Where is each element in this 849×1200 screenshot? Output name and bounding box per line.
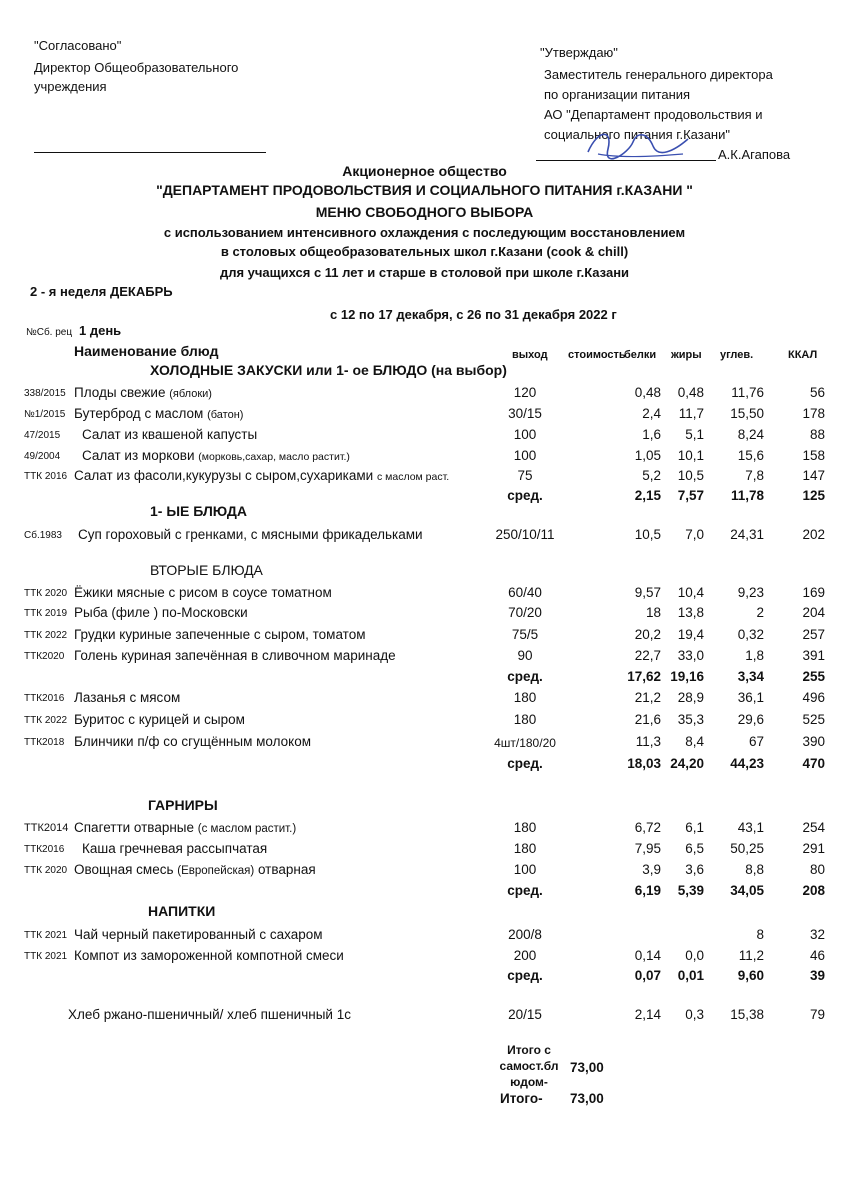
- date-range: с 12 по 17 декабря, с 26 по 31 декабря 2022 г: [330, 307, 617, 322]
- table-row: ТТК 2021 Компот из замороженной компотной смеси 200 0,14 0,0 11,2 46: [24, 948, 825, 963]
- subtitle-3: для учащихся с 11 лет и старше в столовой при школе г.Казани: [219, 265, 630, 280]
- approve-line3: АО "Департамент продовольствия и: [544, 107, 763, 122]
- col-protein: белки: [624, 349, 657, 361]
- total-value-1: 73,00: [570, 1060, 604, 1075]
- agreed-line2: учреждения: [34, 79, 107, 94]
- subtitle-2: в столовых общеобразовательных школ г.Казани (cook & chill): [220, 244, 629, 259]
- org-type: Акционерное общество: [342, 163, 507, 179]
- menu-title: МЕНЮ СВОБОДНОГО ВЫБОРА: [315, 204, 534, 220]
- section-drinks: НАПИТКИ: [148, 903, 216, 919]
- agreed-label: "Согласовано": [34, 38, 122, 53]
- table-row: ТТК 2020 Ёжики мясные с рисом в соусе томатном 60/40 9,57 10,4 9,23 169: [24, 585, 825, 600]
- col-name: Наименование блюд: [74, 343, 219, 359]
- table-row: №1/2015 Бутерброд с маслом (батон) 30/15 2,4 11,7 15,50 178: [24, 406, 825, 421]
- table-row: ТТК 2022 Грудки куриные запеченные с сыром, томатом 75/5 20,2 19,4 0,32 257: [24, 627, 825, 642]
- table-row: ТТК2016 Лазанья с мясом 180 21,2 28,9 36,1 496: [24, 690, 825, 705]
- table-row: ТТК2014 Спагетти отварные (с маслом растит.) 180 6,72 6,1 43,1 254: [24, 820, 825, 835]
- col-carbs: углев.: [720, 349, 754, 361]
- total-label-1b: самост.бл: [499, 1059, 559, 1073]
- section-second: ВТОРЫЕ БЛЮДА: [150, 562, 263, 578]
- subtitle-1: с использованием интенсивного охлаждения с последующим восстановлением: [163, 225, 686, 240]
- table-row: ТТК 2022 Буритос с курицей и сыром 180 21,6 35,3 29,6 525: [24, 712, 825, 727]
- day-label: 1 день: [79, 323, 122, 338]
- approve-signer: А.К.Агапова: [718, 147, 791, 162]
- section-garnish: ГАРНИРЫ: [148, 797, 218, 813]
- table-row: ТТК 2019 Рыба (филе ) по-Московски 70/20 18 13,8 2 204: [24, 605, 825, 620]
- col-cost: стоимость: [568, 349, 626, 361]
- average-row: сред. 6,19 5,39 34,05 208: [507, 883, 825, 898]
- table-row: ТТК2016 Каша гречневая рассыпчатая 180 7,95 6,5 50,25 291: [24, 841, 825, 856]
- agreed-signature-line: [34, 152, 266, 153]
- table-row: ТТК 2021 Чай черный пакетированный с сахаром 200/8 8 32: [24, 927, 825, 942]
- total-value-2: 73,00: [570, 1091, 604, 1106]
- table-row: 47/2015 Салат из квашеной капусты 100 1,6 5,1 8,24 88: [24, 427, 825, 442]
- table-row: Сб.1983 Суп гороховый с гренками, с мясными фрикадельками 250/10/11 10,5 7,0 24,31 202: [24, 527, 825, 542]
- agreed-line1: Директор Общеобразовательного: [34, 60, 239, 75]
- col-fat: жиры: [671, 349, 702, 361]
- approve-label: "Утверждаю": [540, 45, 618, 60]
- section-first: 1- ЫЕ БЛЮДА: [150, 503, 247, 519]
- table-row: 49/2004 Салат из моркови (морковь,сахар, масло растит.) 100 1,05 10,1 15,6 158: [24, 448, 825, 463]
- recipe-no-label: №Сб. рец: [26, 327, 73, 338]
- col-kcal: ККАЛ: [788, 349, 818, 361]
- signature-scribble: [578, 124, 698, 164]
- average-row: сред. 0,07 0,01 9,60 39: [507, 968, 825, 983]
- week-label: 2 - я неделя ДЕКАБРЬ: [30, 284, 173, 299]
- total-label-1a: Итого с: [507, 1043, 551, 1057]
- org-name: "ДЕПАРТАМЕНТ ПРОДОВОЛЬСТВИЯ И СОЦИАЛЬНОГО ПИТАНИЯ г.КАЗАНИ ": [156, 182, 693, 198]
- table-row: ТТК2020 Голень куриная запечённая в сливочном маринаде 90 22,7 33,0 1,8 391: [24, 648, 825, 663]
- approve-line1: Заместитель генерального директора: [544, 67, 773, 82]
- table-row: 338/2015 Плоды свежие (яблоки) 120 0,48 0,48 11,76 56: [24, 385, 825, 400]
- col-output: выход: [512, 349, 548, 361]
- total-label-1c: юдом-: [510, 1075, 548, 1089]
- table-row: ТТК2018 Блинчики п/ф со сгущённым молоком 4шт/180/20 11,3 8,4 67 390: [24, 734, 825, 750]
- approve-line4: социального питания г.Казани": [544, 127, 730, 142]
- average-row: сред. 2,15 7,57 11,78 125: [507, 488, 825, 503]
- table-row: ТТК 2016 Салат из фасоли,кукурузы с сыром,сухариками с маслом раст. 75 5,2 10,5 7,8 147: [24, 468, 825, 483]
- total-label-2: Итого-: [500, 1091, 543, 1106]
- section-cold: ХОЛОДНЫЕ ЗАКУСКИ или 1- ое БЛЮДО (на выбор): [150, 362, 507, 378]
- table-row: Хлеб ржано-пшеничный/ хлеб пшеничный 1с 20/15 2,14 0,3 15,38 79: [68, 1007, 825, 1022]
- table-row: ТТК 2020 Овощная смесь (Европейская) отварная 100 3,9 3,6 8,8 80: [24, 862, 825, 877]
- average-row: сред. 17,62 19,16 3,34 255: [507, 669, 825, 684]
- average-row: сред. 18,03 24,20 44,23 470: [507, 756, 825, 771]
- approve-line2: по организации питания: [544, 87, 691, 102]
